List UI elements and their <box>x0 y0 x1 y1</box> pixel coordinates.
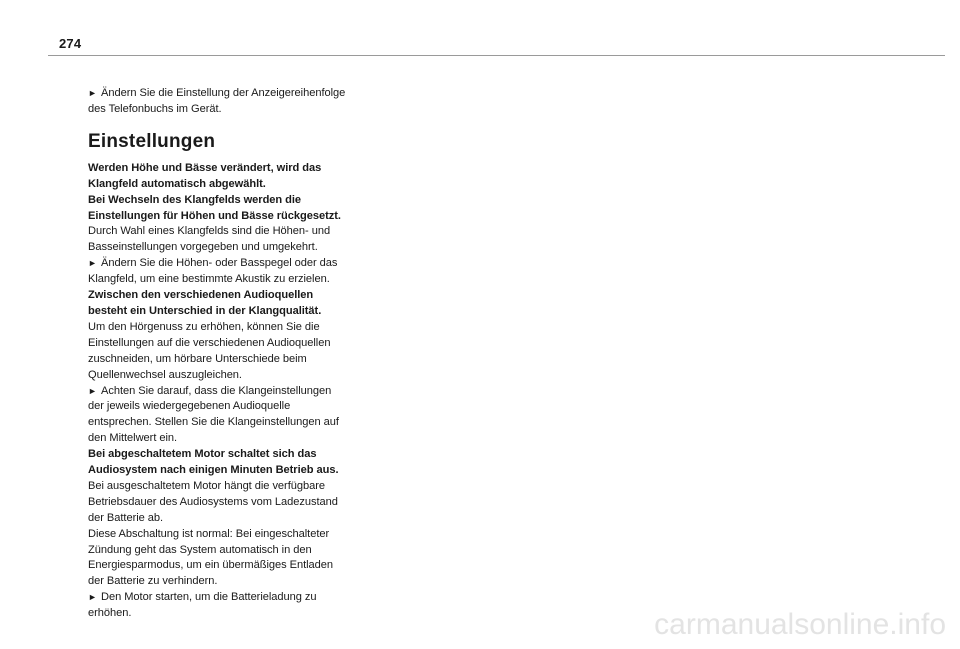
section-heading: Einstellungen <box>88 130 216 152</box>
bold-paragraph-1: Werden Höhe und Bässe verändert, wird das Klangfeld automatisch abgewählt. <box>88 161 322 190</box>
watermark-logo: carmanualsonline.info <box>654 608 946 641</box>
header-divider <box>48 55 945 56</box>
intro-bullet-paragraph <box>88 86 350 118</box>
bold-paragraph-4: Bei abgeschaltetem Motor schaltet sich das Audiosystem nach einigen Minuten Betrieb aus. <box>88 448 339 477</box>
bold-paragraph-2: Bei Wechseln des Klangfelds werden die Einstellungen für Höhen und Bässe rückgesetzt. <box>88 193 341 222</box>
bullet-arrow-icon: ► <box>88 258 97 269</box>
bullet-paragraph-2 <box>88 384 350 448</box>
text-paragraph-4: Diese Abschaltung ist normal: Bei eingeschalteter Zündung geht das System automatisch in den Energiesparmodus, um ein übermäßiges Entladen der Batterie zu verhindern. <box>88 527 334 588</box>
bullet-arrow-icon: ► <box>88 592 97 603</box>
bullet-paragraph-1 <box>88 256 350 288</box>
text-column <box>88 86 350 622</box>
text-paragraph-3: Bei ausgeschaltetem Motor hängt die verfügbare Betriebsdauer des Audiosystems vom Ladezustand der Batterie ab. <box>88 479 338 524</box>
bullet-text-2: Achten Sie darauf, dass die Klangeinstellungen der jeweils wiedergegebenen Audioquelle entsprechen. Stellen Sie die Klangeinstellungen auf den Mittelwert ein. <box>88 384 339 445</box>
page-number: 274 <box>59 36 82 51</box>
intro-bullet-text: Ändern Sie die Einstellung der Anzeigereihenfolge des Telefonbuchs im Gerät. <box>88 87 346 115</box>
bullet-paragraph-3 <box>88 590 350 622</box>
bullet-text-3: Den Motor starten, um die Batterieladung zu erhöhen. <box>88 591 317 620</box>
bullet-text-1: Ändern Sie die Höhen- oder Basspegel oder das Klangfeld, um eine bestimmte Akustik zu erzielen. <box>88 257 338 286</box>
bullet-arrow-icon: ► <box>88 88 97 98</box>
text-paragraph-2: Um den Hörgenuss zu erhöhen, können Sie die Einstellungen auf die verschiedenen Audioquellen zuschneiden, um hörbare Unterschiede beim Quellenwechsel auszugleichen. <box>88 320 331 381</box>
bullet-arrow-icon: ► <box>88 385 97 396</box>
bold-paragraph-3: Zwischen den verschiedenen Audioquellen besteht ein Unterschied in der Klangqualität. <box>88 289 322 317</box>
text-paragraph-1: Durch Wahl eines Klangfelds sind die Höhen- und Basseinstellungen vorgegeben und umgekehrt. <box>88 225 331 254</box>
